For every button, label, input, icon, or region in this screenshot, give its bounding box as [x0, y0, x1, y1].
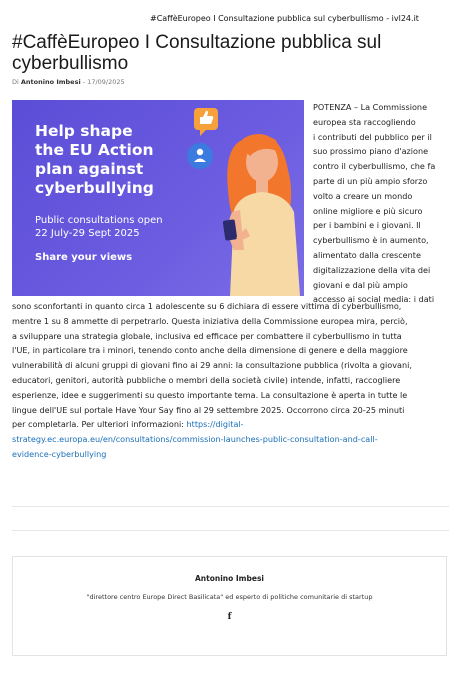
byline-prefix: Di	[12, 78, 19, 86]
byline-date: - 17/09/2025	[82, 78, 125, 86]
user-shield-icon	[187, 143, 213, 169]
article-title-line-2: cyberbullismo	[12, 53, 129, 74]
hero-headline-line-3: plan against	[35, 160, 144, 178]
hero-subtitle-line-2: 22 July-29 Sept 2025	[35, 228, 140, 239]
body-line: per i bambini e i giovani. Il	[313, 220, 421, 231]
body-line: volto a creare un mondo	[313, 190, 413, 201]
article-title	[12, 32, 452, 74]
body-text-segment: per completarla. Per ulteriori informazioni:	[12, 419, 187, 430]
consultation-link[interactable]: evidence-cyberbullying	[12, 448, 107, 459]
body-line: alimentato dalla crescente	[313, 249, 421, 260]
body-line: vulnerabilità di alcuni gruppi di giovani fino ai 29 anni: la consultazione pubblica (rivolta a giovani,	[12, 360, 412, 371]
body-line: parte di un più ampio sforzo	[313, 175, 428, 186]
hero-headline-line-2: the EU Action	[35, 141, 154, 159]
body-line: cyberbullismo è in aumento,	[313, 235, 429, 246]
hero-headline-line-4: cyberbullying	[35, 179, 154, 197]
hero-subtitle-line-1: Public consultations open	[35, 215, 163, 226]
woman-illustration	[223, 134, 300, 296]
author-box-name[interactable]: Antonino Imbesi	[195, 574, 264, 583]
byline-author-link[interactable]: Antonino Imbesi	[20, 78, 81, 86]
consultation-link[interactable]: https://digital-	[186, 419, 244, 430]
consultation-link-continued[interactable]	[12, 432, 452, 447]
hero-illustration	[184, 100, 304, 296]
body-line: giovani e dal più ampio	[313, 279, 408, 290]
body-line: l'UE, in particolare tra i minori, tenendo conto anche della dimensione di genere e della maggiore	[12, 345, 408, 356]
author-box	[12, 556, 447, 656]
divider	[12, 530, 449, 531]
thumbs-up-icon	[194, 108, 218, 136]
body-line: accesso ai social media: i dati	[313, 294, 435, 305]
consultation-link-continued[interactable]	[12, 447, 452, 462]
body-line: esperienze, idee e suggerimenti su questo importante tema. La consultazione è aperta in tutte le	[12, 389, 408, 400]
body-line: educatori, genitori, autorità pubbliche o membri della società civile) intende, infatti, raccogliere	[12, 374, 401, 385]
hero-headline-line-1: Help shape	[35, 122, 133, 140]
body-line: contro il cyberbullismo, che fa	[313, 161, 436, 172]
body-line: digitalizzazione della vita dei	[313, 264, 431, 275]
article-title-line-1: #CaffèEuropeo I Consultazione pubblica sul	[12, 32, 382, 53]
body-line: sono sconfortanti in quanto circa 1 adolescente su 6 dichiara di essere vittima di cyberbullismo,	[12, 301, 402, 311]
body-line: i contributi del pubblico per il	[313, 131, 432, 142]
body-line: mentre 1 su 8 ammette di perpetrarlo. Questa iniziativa della Commissione europea mira, perciò,	[12, 315, 408, 326]
body-line: a sviluppare una strategia globale, inclusiva ed efficace per combattere il cyberbullismo in tutta	[12, 330, 402, 341]
article-body-full-column	[12, 299, 452, 462]
divider	[12, 506, 449, 507]
facebook-icon[interactable]: f	[227, 612, 232, 622]
author-box-bio: "direttore centro Europe Direct Basilicata" ed esperto di politiche comunitarie di startup	[86, 593, 373, 601]
window-title: #CaffèEuropeo I Consultazione pubblica sul cyberbullismo - ivl24.it	[150, 14, 419, 23]
body-line: POTENZA – La Commissione	[313, 102, 428, 112]
body-line: europea sta raccogliendo	[313, 116, 416, 127]
body-line: lingue dell'UE sul portale Have Your Say fino al 29 settembre 2025. Occorrono circa 20-25 minuti	[12, 404, 405, 415]
hero-cta-text: Share your views	[35, 252, 133, 263]
consultation-link[interactable]: strategy.ec.europa.eu/en/consultations/commission-launches-public-consultation-and-call-	[12, 434, 378, 445]
body-line-with-link	[12, 417, 452, 432]
body-line: suo prossimo piano d'azione	[313, 146, 429, 157]
hero-image	[12, 100, 304, 296]
byline	[12, 78, 125, 86]
article-body-side-column	[313, 100, 459, 307]
body-line: online migliore e più sicuro	[313, 205, 423, 216]
